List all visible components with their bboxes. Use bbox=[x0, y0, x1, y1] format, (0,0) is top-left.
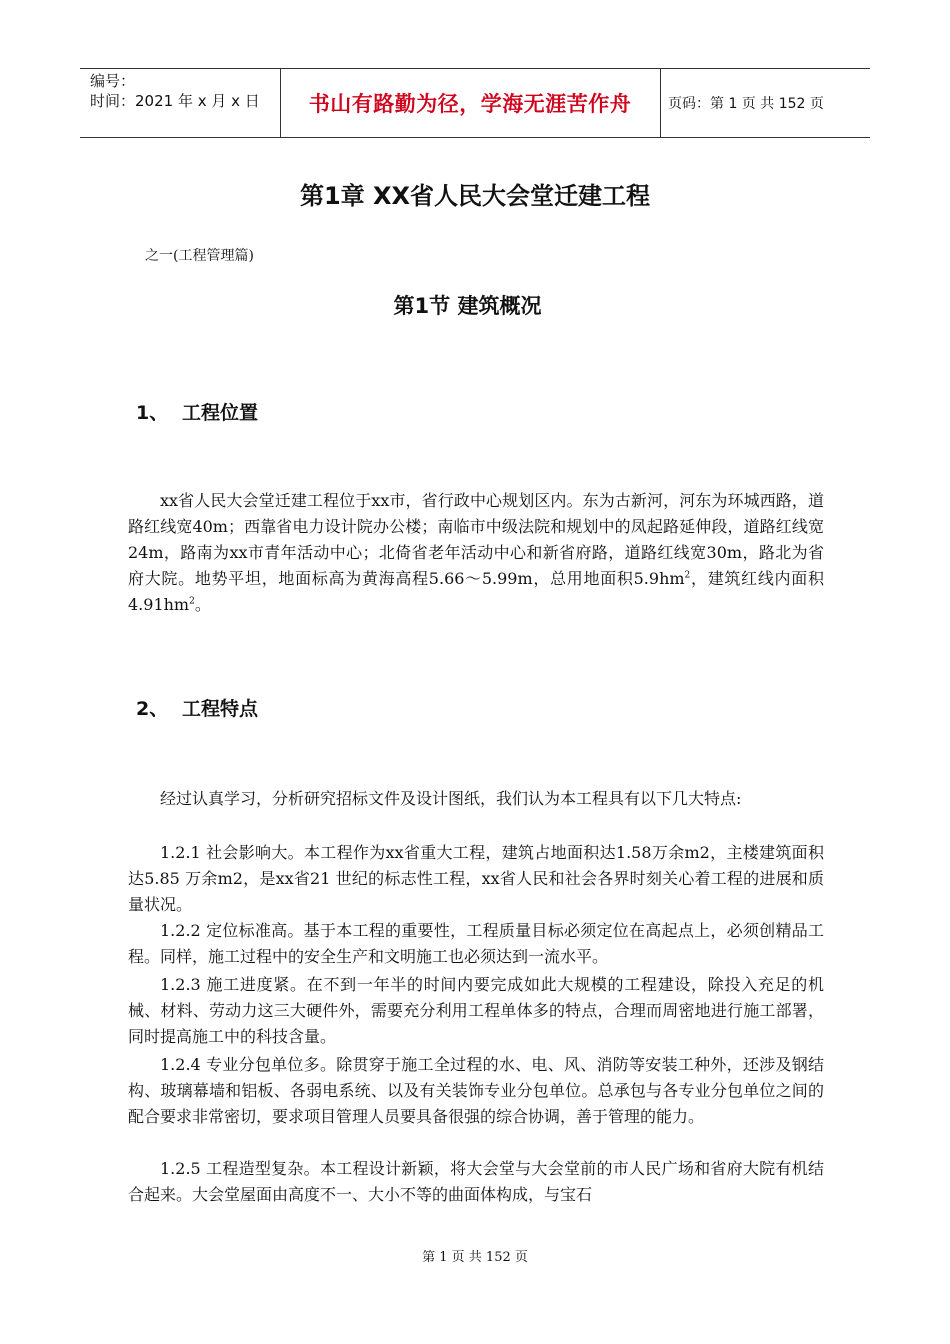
number-label: 编号： bbox=[90, 72, 136, 90]
header-page-info: 页码：第 1 页 共 152 页 bbox=[668, 96, 824, 112]
section-title: 第1节 建筑概况 bbox=[393, 294, 542, 318]
paragraph-intro: 经过认真学习，分析研究招标文件及设计图纸，我们认为本工程具有以下几大特点: bbox=[160, 789, 742, 808]
header-divider bbox=[660, 69, 661, 137]
paragraph-item: 1.2.1 社会影响大。本工程作为xx省重大工程，建筑占地面积达1.58万余m2，主楼建筑面积达5.85 万余m2，是xx省21 世纪的标志性工程，xx省人民和社会各界时刻关心着工程的进展和质量状况。 bbox=[128, 843, 824, 914]
paragraph-item: 1.2.3 施工进度紧。在不到一年半的时间内要完成如此大规模的工程建设，除投入充足的机械、材料、劳动力这三大硬件外，需要充分利用工程单体多的特点，合理而周密地进行施工部署，同时提高施工中的科技含量。 bbox=[128, 975, 824, 1046]
header-meta bbox=[90, 71, 280, 111]
superscript: 2 bbox=[684, 570, 691, 581]
page-header bbox=[80, 68, 870, 138]
page-footer: 第 1 页 共 152 页 bbox=[422, 1250, 528, 1265]
heading-location bbox=[136, 398, 258, 425]
heading-features bbox=[136, 694, 258, 721]
chapter-title: 第1章 XX省人民大会堂迁建工程 bbox=[299, 182, 651, 210]
heading-text: 工程特点 bbox=[182, 698, 259, 720]
paragraph-location: xx省人民大会堂迁建工程位于xx市，省行政中心规划区内。东为古新河，河东为环城西路，道路红线宽40m；西靠省电力设计院办公楼；南临市中级法院和规划中的凤起路延伸段，道路红线宽24m，路南为xx市青年活动中心；北倚省老年活动中心和新省府路，道路红线宽30m，路北为省府大院。地势平坦，地面标高为黄海高程5.66～5.99m，总用地面积$5.9hm^2$，建筑红线内面积$4.91hm^2$。 bbox=[128, 491, 824, 614]
paragraph-item: 1.2.2 定位标准高。基于本工程的重要性，工程质量目标必须定位在高起点上，必须创精品工程。同样，施工过程中的安全生产和文明施工也必须达到一流水平。 bbox=[128, 921, 824, 966]
header-motto: 书山有路勤为径，学海无涯苦作舟 bbox=[308, 92, 632, 116]
heading-number: 1、 bbox=[136, 402, 169, 424]
paragraph-item: 1.2.5 工程造型复杂。本工程设计新颖，将大会堂与大会堂前的市人民广场和省府大院有机结合起来。大会堂屋面由高度不一、大小不等的曲面体构成，与宝石 bbox=[128, 1159, 824, 1204]
date-line: 时间：2021 年 x 月 x 日 bbox=[90, 92, 260, 110]
paragraph-item: 1.2.4 专业分包单位多。除贯穿于施工全过程的水、电、风、消防等安装工种外，还涉及钢结构、玻璃幕墙和铝板、各弱电系统、以及有关装饰专业分包单位。总承包与各专业分包单位之间的配合要求非常密切，要求项目管理人员要具备很强的综合协调，善于管理的能力。 bbox=[128, 1055, 824, 1126]
superscript: 2 bbox=[189, 596, 195, 607]
heading-number: 2、 bbox=[136, 698, 169, 720]
heading-text: 工程位置 bbox=[182, 402, 259, 424]
subtitle: 之一(工程管理篇) bbox=[145, 248, 254, 264]
